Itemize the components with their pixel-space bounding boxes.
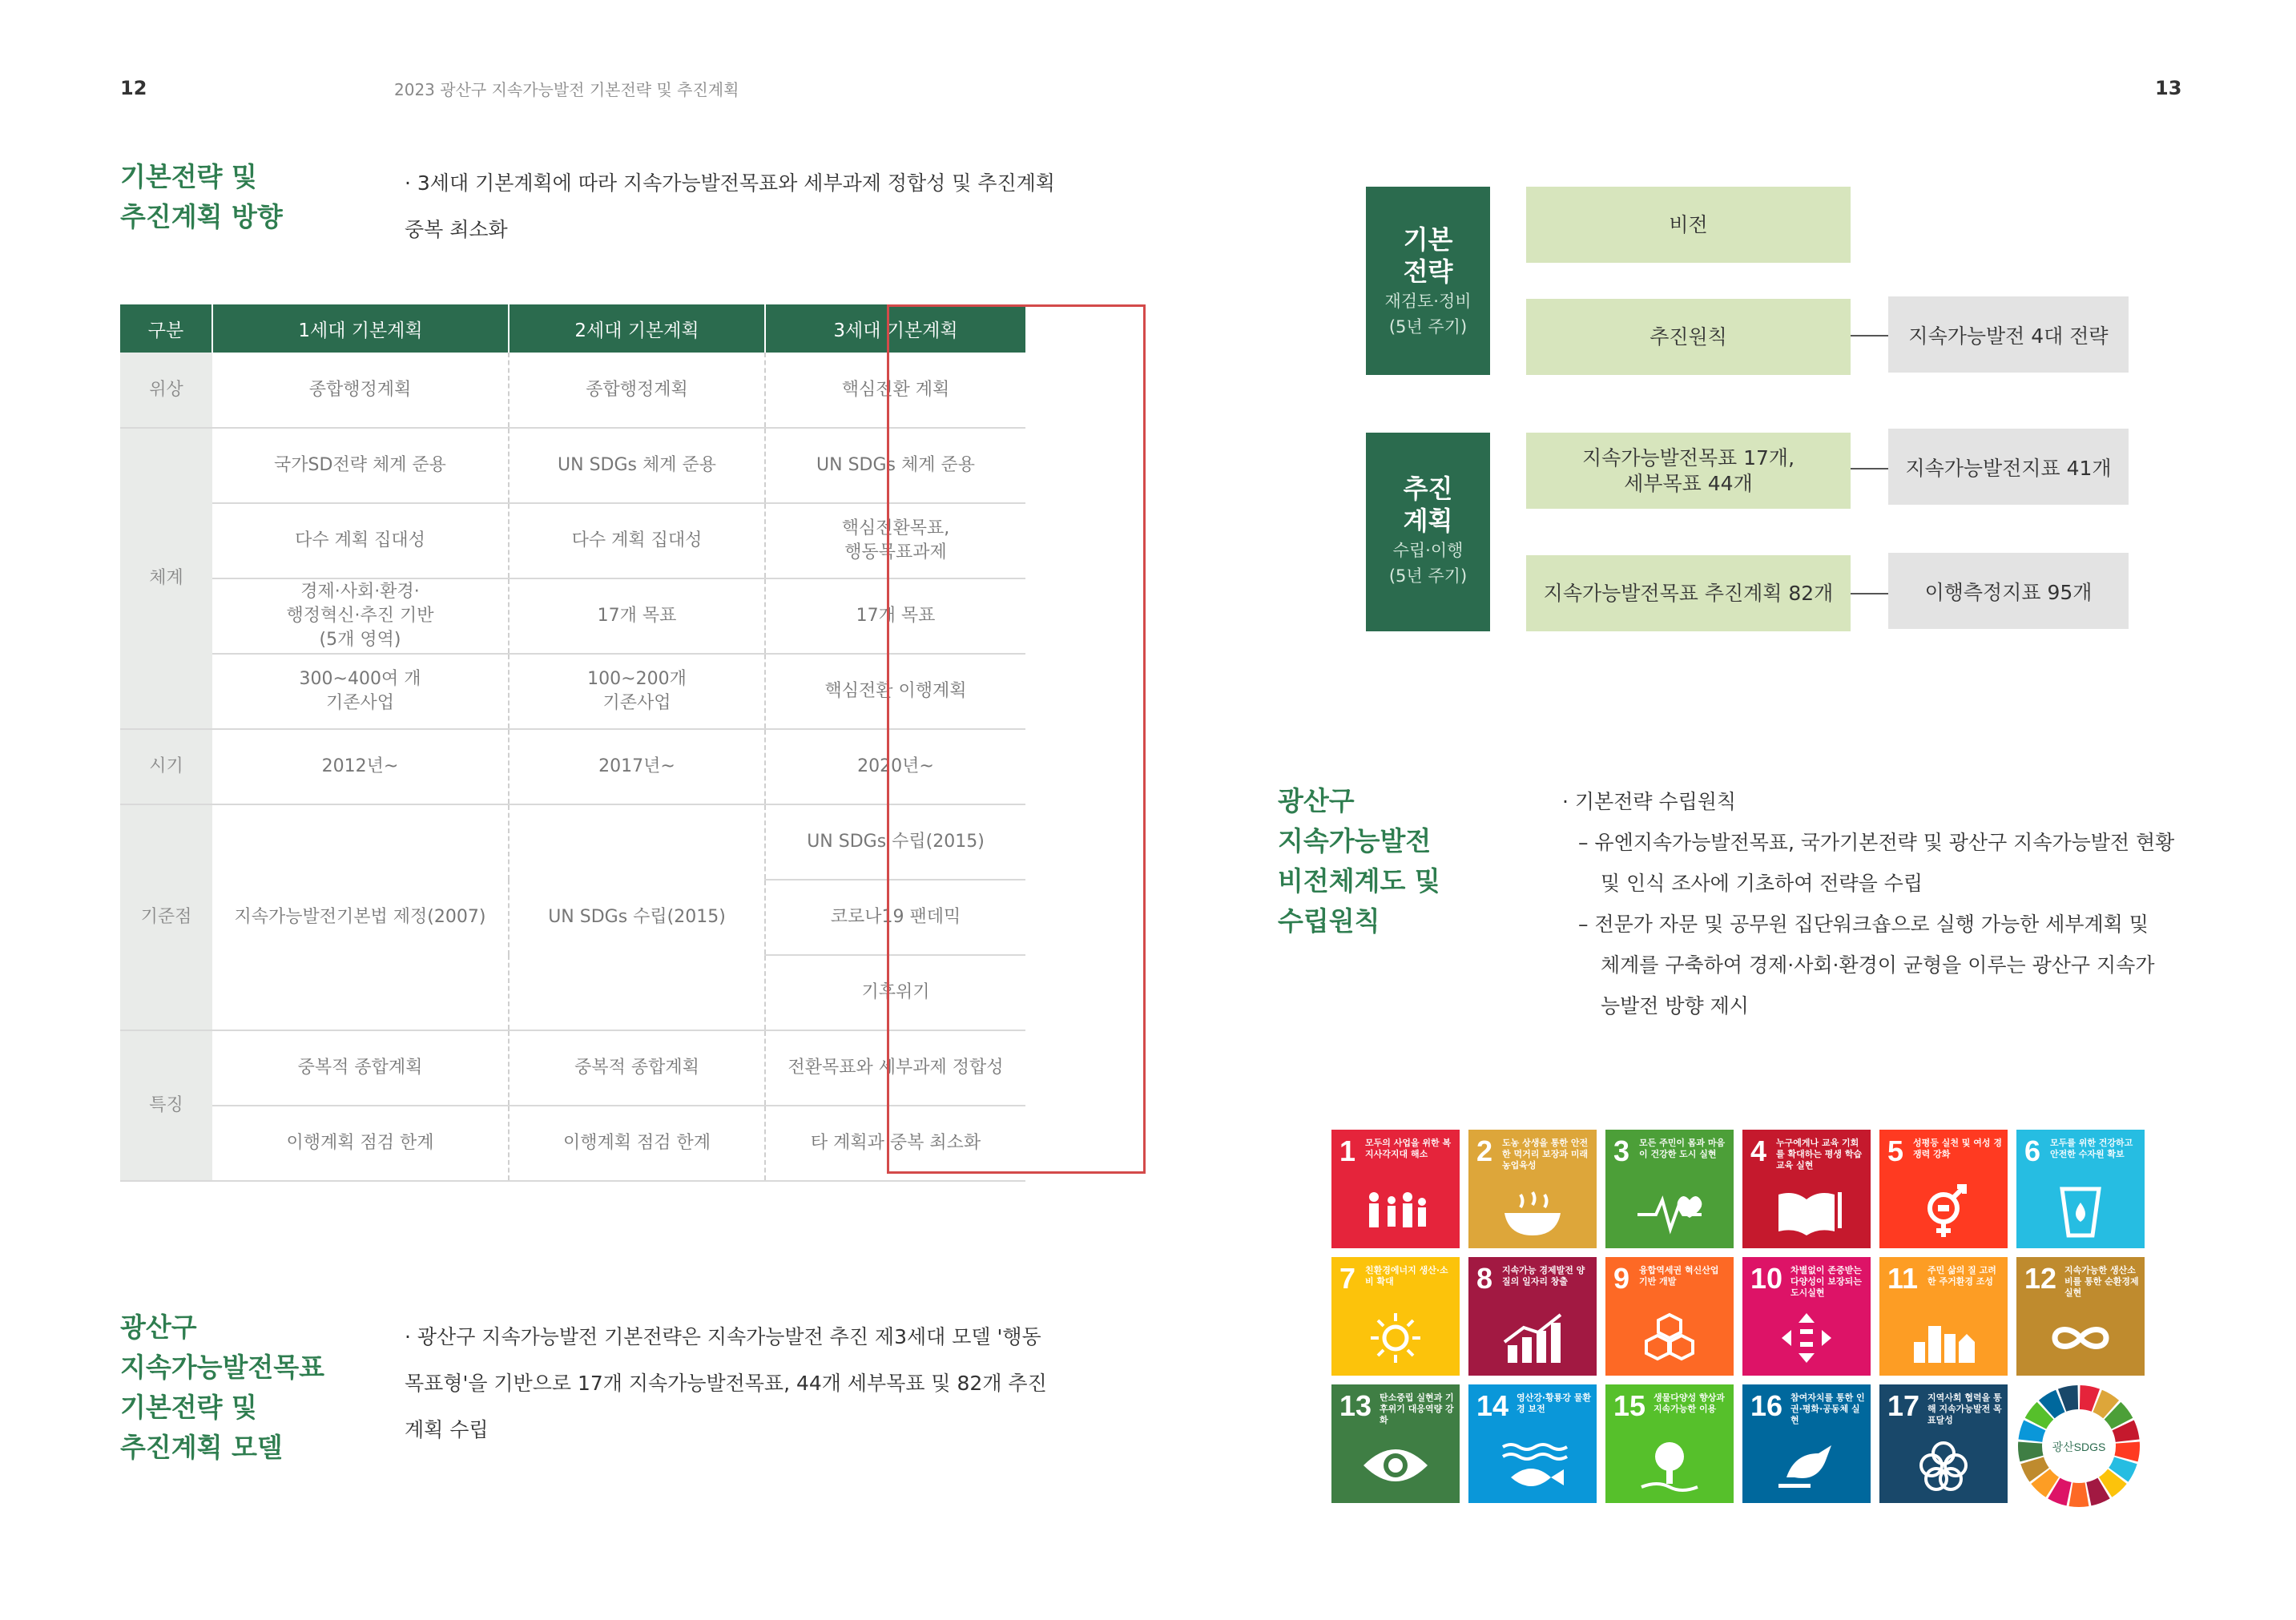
header-gen3: 3세대 기본계획: [765, 304, 1025, 353]
sdg-label: 차별없이 존중받는 다양성이 보장되는 도시실현: [1790, 1265, 1862, 1298]
title-line: 지속가능발전목표: [120, 1352, 325, 1383]
section-text-strategy-direction: [405, 160, 1055, 253]
sdg-number: 9: [1613, 1262, 1630, 1295]
sdg-number: 3: [1613, 1134, 1630, 1167]
sdg-label: 모두를 위한 건강하고 안전한 수자원 확보: [2050, 1138, 2133, 1159]
table-cell: 중복적 종합계획: [212, 1030, 509, 1106]
category-position: 위상: [120, 353, 212, 428]
sdg-label: 융합역세권 혁신산업 기반 개발: [1639, 1265, 1719, 1287]
sdg-number: 11: [1887, 1262, 1919, 1295]
sdg-number: 7: [1339, 1262, 1356, 1295]
sdg-number: 4: [1750, 1134, 1767, 1167]
tree-icon: [1605, 1435, 1734, 1495]
sdg-label: 참여자치를 통한 인권·평화·공동체 실현: [1790, 1392, 1865, 1425]
sdg-number: 2: [1476, 1134, 1493, 1167]
table-cell: 이행계획 점검 한계: [212, 1106, 509, 1181]
sdg-tile: [1742, 1130, 1871, 1248]
table-cell: 핵심전환 계획: [765, 353, 1025, 428]
title-line: 광산구: [120, 1312, 197, 1343]
category-system: 체계: [120, 428, 212, 729]
title-line: 지속가능발전: [1278, 825, 1432, 856]
table-cell: 17개 목표: [765, 578, 1025, 654]
dove-icon: [1742, 1435, 1871, 1495]
table-cell: 이행계획 점검 한계: [509, 1106, 765, 1181]
table-cell: 타 계획과 중복 최소화: [765, 1106, 1025, 1181]
table-header-row: [120, 304, 1025, 353]
indicators-box: 지속가능발전지표 41개: [1888, 429, 2129, 505]
title-line: 광산구: [1278, 785, 1355, 816]
sdg-number: 14: [1476, 1389, 1509, 1422]
bowl-icon: [1468, 1180, 1597, 1240]
section-title-strategy-direction: [120, 157, 283, 237]
text-line: 계획 수립: [405, 1418, 489, 1441]
block-subtitle: (5년 주기): [1388, 317, 1468, 336]
fish-icon: [1468, 1435, 1597, 1495]
table-cell: UN SDGs 체계 준용: [509, 428, 765, 503]
text-line: 및 인식 조사에 기초하여 전략을 수립: [1601, 872, 1923, 895]
category-feature: 특징: [120, 1030, 212, 1181]
sdg-tile: [1879, 1257, 2008, 1376]
table-cell: 경제·사회·환경· 행정혁신·추진 기반 (5개 영역): [212, 578, 509, 654]
table-cell: UN SDGs 수립(2015): [765, 804, 1025, 880]
sdg-label: 영산강·황룡강 물환경 보전: [1517, 1392, 1592, 1414]
category-period: 시기: [120, 729, 212, 804]
sdg-label: 모든 주민이 몸과 마음이 건강한 도시 실현: [1639, 1138, 1726, 1159]
sdg-tile: [1331, 1257, 1460, 1376]
strategy-block: [1366, 187, 1490, 375]
sdg-label: 지속가능한 생산소비를 통한 순환경제 실현: [2064, 1265, 2139, 1298]
sdg-tile: [1468, 1130, 1597, 1248]
sdg-tile: [1468, 1257, 1597, 1376]
table-row: [120, 428, 1025, 503]
title-line: 추진계획 모델: [120, 1432, 283, 1463]
table-row: [120, 503, 1025, 578]
sdg-label: 탄소중립 실현과 기후위기 대응역량 강화: [1380, 1392, 1454, 1425]
block-title: 기본: [1403, 224, 1453, 255]
sdg-label: 도농 상생을 통한 안전한 먹거리 보장과 미래농업육성: [1502, 1138, 1589, 1171]
sdg-tile: [1742, 1257, 1871, 1376]
sdg-wheel-icon: [2015, 1382, 2143, 1510]
text-line: · 광산구 지속가능발전 기본전략은 지속가능발전 추진 제3세대 모델 '행동: [405, 1325, 1041, 1348]
cubes-icon: [1605, 1308, 1734, 1368]
block-subtitle: 수립·이행: [1392, 541, 1464, 560]
table-row: [120, 353, 1025, 428]
text-line: – 유엔지속가능발전목표, 국가기본전략 및 광산구 지속가능발전 현황: [1578, 831, 2175, 854]
sun-icon: [1331, 1308, 1460, 1368]
table-cell: UN SDGs 체계 준용: [765, 428, 1025, 503]
sdg-label: 성평등 실천 및 여성 경쟁력 강화: [1913, 1138, 2002, 1159]
sdg-tile: [1605, 1384, 1734, 1503]
table-cell: 300~400여 개 기존사업: [212, 654, 509, 729]
sdg-tile: [1879, 1130, 2008, 1248]
title-line: 추진계획 방향: [120, 201, 283, 232]
book-icon: [1742, 1180, 1871, 1240]
sdg-number: 17: [1887, 1389, 1920, 1422]
sdg-tile: [2016, 1257, 2145, 1376]
block-title: 전략: [1403, 256, 1453, 287]
block-title: 추진: [1403, 474, 1453, 504]
running-title: 2023 광산구 지속가능발전 기본전략 및 추진계획: [394, 80, 739, 99]
wheel-segment: [2069, 1482, 2089, 1507]
sdg-tile: [1605, 1257, 1734, 1376]
sdg-label: 지역사회 협력을 통해 지속가능발전 목표달성: [1927, 1392, 2002, 1425]
text-line: – 전문가 자문 및 공무원 집단워크숍으로 실행 가능한 세부계획 및: [1578, 913, 2149, 936]
four-strategies-box: 지속가능발전 4대 전략: [1888, 296, 2129, 373]
sdg-number: 12: [2024, 1262, 2057, 1295]
block-subtitle: 재검토·정비: [1384, 292, 1472, 311]
table-cell: 다수 계획 집대성: [509, 503, 765, 578]
sdg-number: 15: [1613, 1389, 1646, 1422]
text-line: 능발전 방향 제시: [1601, 994, 1749, 1018]
sdg-label: 친환경에너지 생산·소비 확대: [1365, 1265, 1448, 1287]
sdg-tile: [1331, 1130, 1460, 1248]
table-cell: 2017년~: [509, 729, 765, 804]
title-line: 기본전략 및: [120, 161, 257, 192]
table-cell: 2020년~: [765, 729, 1025, 804]
gender-icon: [1879, 1180, 2008, 1240]
generation-comparison-table: [120, 304, 1025, 1182]
table-cell: 2012년~: [212, 729, 509, 804]
sdg-label: 생물다양성 향상과 지속가능한 이용: [1654, 1392, 1725, 1414]
measures-box: 이행측정지표 95개: [1888, 553, 2129, 629]
table-cell: 종합행정계획: [212, 353, 509, 428]
table-row: [120, 1106, 1025, 1181]
category-basis: 기준점: [120, 804, 212, 1030]
eye-globe-icon: [1331, 1435, 1460, 1495]
table-row: [120, 729, 1025, 804]
city-icon: [1879, 1308, 2008, 1368]
header-category: 구분: [120, 304, 212, 353]
header-gen1: 1세대 기본계획: [212, 304, 509, 353]
table-cell: 국가SD전략 체계 준용: [212, 428, 509, 503]
sdg-number: 10: [1750, 1262, 1783, 1295]
sdg-number: 1: [1339, 1134, 1356, 1167]
text-line: 체계를 구축하여 경제·사회·환경이 균형을 이루는 광산구 지속가: [1601, 953, 2155, 977]
section-title-model: [120, 1308, 324, 1468]
box-line: 세부목표 44개: [1624, 471, 1753, 495]
table-row: [120, 654, 1025, 729]
growth-icon: [1468, 1308, 1597, 1368]
sdg-label: 누구에게나 교육 기회를 확대하는 평생 학습교육 실현: [1776, 1138, 1863, 1171]
title-line: 수립원칙: [1278, 905, 1380, 937]
sdg-label: 모두의 사업을 위한 복지사각지대 해소: [1365, 1138, 1452, 1159]
table-cell: 17개 목표: [509, 578, 765, 654]
table-cell: 기후위기: [765, 955, 1025, 1030]
section-text-principles: [1562, 781, 2174, 1026]
table-cell: 종합행정계획: [509, 353, 765, 428]
header-gen2: 2세대 기본계획: [509, 304, 765, 353]
sdg-label: 주민 삶의 질 고려한 주거환경 조성: [1927, 1265, 1996, 1287]
title-line: 비전체계도 및: [1278, 865, 1440, 897]
table-cell: 지속가능발전기본법 제정(2007): [212, 804, 509, 1030]
block-subtitle: (5년 주기): [1388, 566, 1468, 586]
wheel-label: 광산SDGS: [2052, 1441, 2106, 1453]
box-line: 지속가능발전목표 17개,: [1581, 445, 1795, 469]
heartbeat-icon: [1605, 1180, 1734, 1240]
sdg-tile: [2016, 1130, 2145, 1248]
flower-icon: [1879, 1435, 2008, 1495]
block-title: 계획: [1403, 506, 1453, 536]
principle-box: 추진원칙: [1526, 299, 1851, 375]
table-row: [120, 578, 1025, 654]
sdg-tile: [1605, 1130, 1734, 1248]
connector-line: [1851, 335, 1888, 336]
vision-box: 비전: [1526, 187, 1851, 263]
people-icon: [1331, 1180, 1460, 1240]
sdg-tile: [1468, 1384, 1597, 1503]
infinity-icon: [2016, 1308, 2145, 1368]
sdg-number: 16: [1750, 1389, 1783, 1422]
table-cell: 중복적 종합계획: [509, 1030, 765, 1106]
left-page-number: 12: [120, 77, 147, 99]
connector-line: [1851, 593, 1888, 594]
table-cell: 핵심전환 이행계획: [765, 654, 1025, 729]
sdg-label: 지속가능 경제발전 양질의 일자리 창출: [1502, 1265, 1585, 1287]
sdg-number: 13: [1339, 1389, 1372, 1422]
table-cell: 코로나19 팬데믹: [765, 880, 1025, 955]
table-row: [120, 804, 1025, 880]
text-line: 목표형'을 기반으로 17개 지속가능발전목표, 44개 세부목표 및 82개 추진: [405, 1372, 1047, 1395]
section-title-vision-system: [1278, 781, 1440, 941]
goals-box: [1526, 433, 1851, 509]
text-line: 중복 최소화: [405, 218, 508, 241]
sdg-tile: [1331, 1384, 1460, 1503]
text-line: · 3세대 기본계획에 따라 지속가능발전목표와 세부과제 정합성 및 추진계획: [405, 171, 1055, 195]
plan-block: [1366, 433, 1490, 631]
table-cell: 다수 계획 집대성: [212, 503, 509, 578]
section-text-model: [405, 1314, 1047, 1453]
water-icon: [2016, 1180, 2145, 1240]
sdg-number: 8: [1476, 1262, 1493, 1295]
table-row: [120, 1030, 1025, 1106]
plans-box: 지속가능발전목표 추진계획 82개: [1526, 555, 1851, 631]
table-cell: 전환목표와 세부과제 정합성: [765, 1030, 1025, 1106]
title-line: 기본전략 및: [120, 1392, 257, 1423]
sdg-number: 5: [1887, 1134, 1904, 1167]
bullet-line: · 기본전략 수립원칙: [1562, 790, 1737, 813]
sdg-number: 6: [2024, 1134, 2041, 1167]
arrows-icon: [1742, 1308, 1871, 1368]
connector-line: [1851, 468, 1888, 469]
right-page-number: 13: [2155, 77, 2182, 99]
table-cell: 핵심전환목표, 행동목표과제: [765, 503, 1025, 578]
table-cell: UN SDGs 수립(2015): [509, 804, 765, 1030]
table-cell: 100~200개 기존사업: [509, 654, 765, 729]
sdg-tile: [1879, 1384, 2008, 1503]
sdg-tile: [1742, 1384, 1871, 1503]
